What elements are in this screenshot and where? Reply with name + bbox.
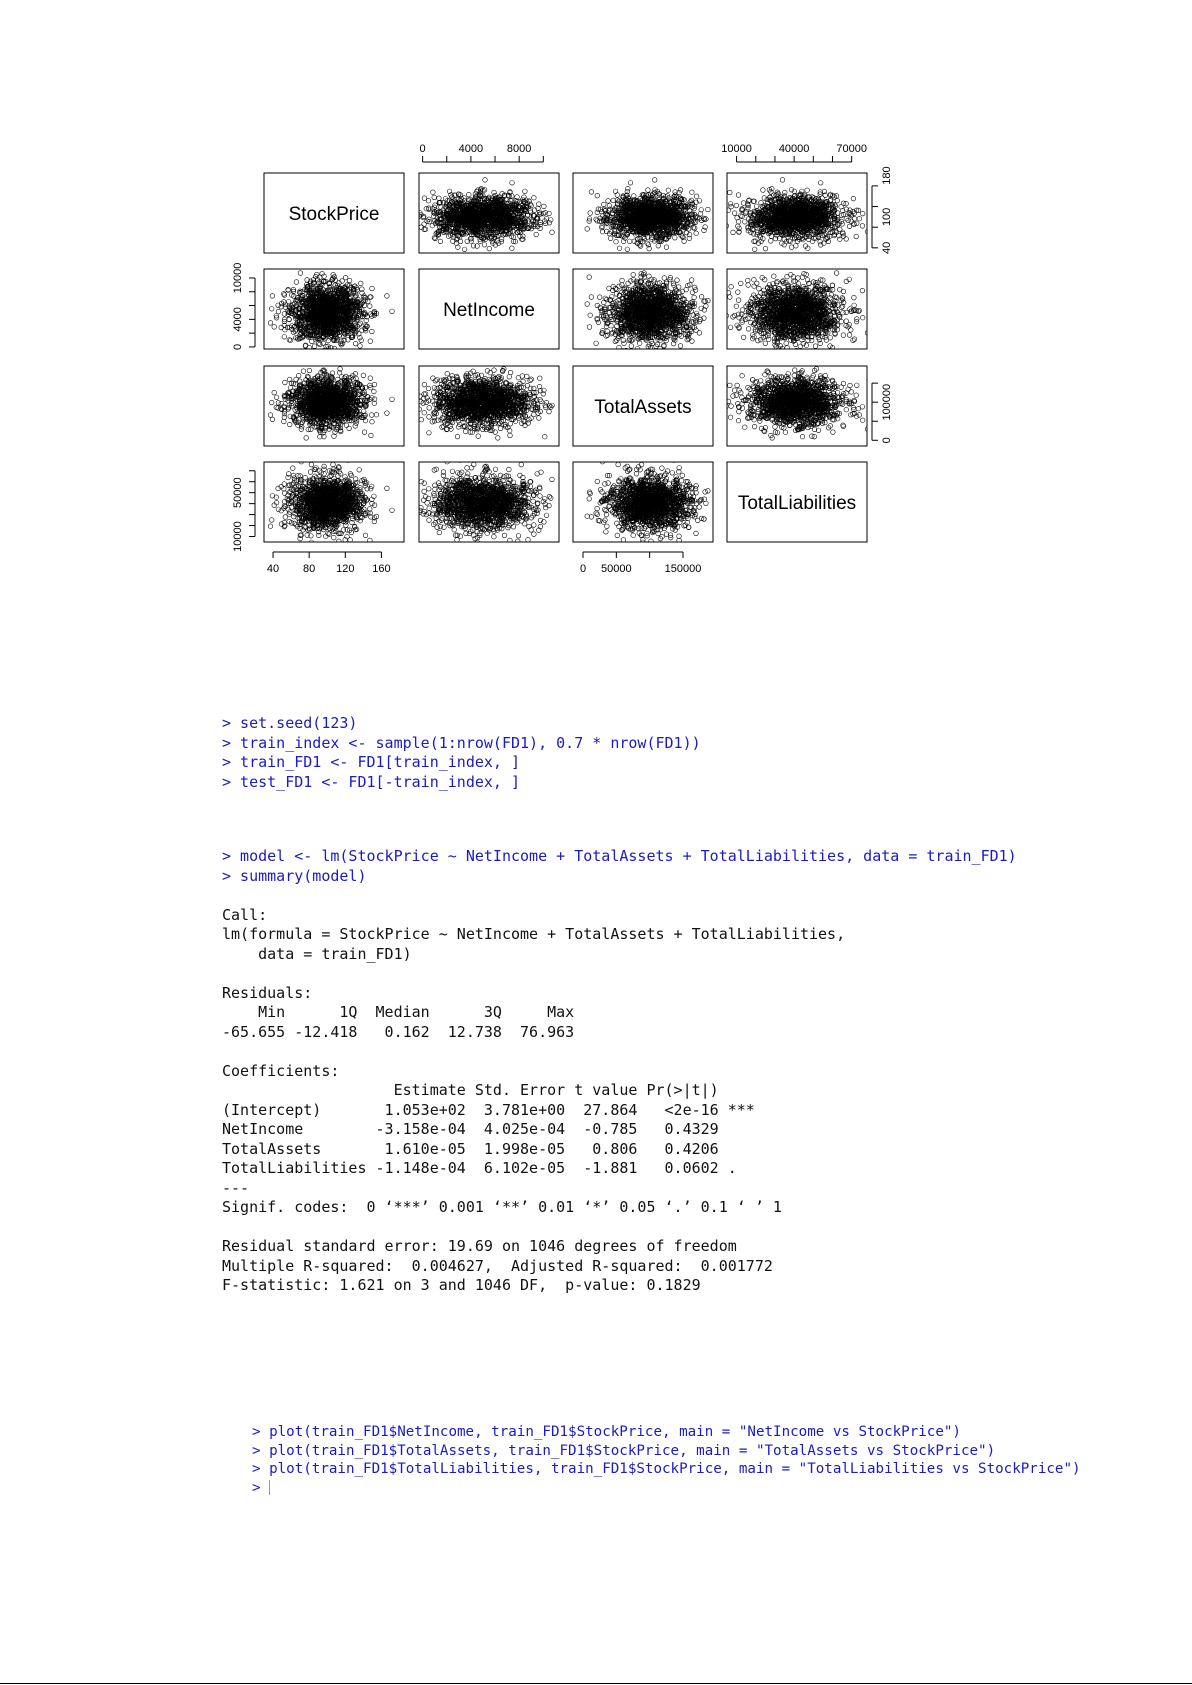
data-point	[499, 239, 504, 244]
data-point	[337, 349, 342, 354]
data-point	[414, 216, 419, 221]
data-point	[617, 246, 622, 251]
data-point	[537, 202, 542, 207]
data-point	[422, 222, 427, 227]
data-point	[694, 231, 699, 236]
data-point	[763, 246, 768, 251]
data-point	[431, 214, 436, 219]
scatterplot-matrix	[232, 140, 972, 630]
data-point	[510, 194, 515, 199]
data-point	[521, 234, 526, 239]
data-point	[534, 232, 539, 237]
data-point	[752, 247, 757, 252]
data-point	[735, 215, 740, 220]
data-point	[664, 245, 669, 250]
data-point	[847, 224, 852, 229]
data-point	[606, 199, 611, 204]
data-point	[724, 224, 729, 229]
data-point	[734, 203, 739, 208]
data-point	[607, 204, 612, 209]
data-point	[678, 188, 683, 193]
data-point	[482, 243, 487, 248]
data-point	[437, 196, 442, 201]
data-point	[550, 230, 555, 235]
data-point	[523, 189, 528, 194]
data-point	[369, 295, 374, 300]
data-point	[430, 223, 435, 228]
data-point	[431, 190, 436, 195]
data-point	[304, 352, 309, 357]
data-point	[736, 193, 741, 198]
data-point	[272, 325, 277, 330]
data-point	[854, 234, 859, 239]
data-point	[741, 201, 746, 206]
data-point	[549, 218, 554, 223]
scatter-panel-StockPrice-vs-TotalLiabilities	[714, 178, 895, 252]
data-point	[412, 208, 417, 213]
variable-label: StockPrice	[288, 204, 380, 225]
data-point	[467, 192, 472, 197]
data-point	[818, 181, 823, 186]
data-point	[611, 198, 616, 203]
data-point	[614, 239, 619, 244]
data-point	[532, 195, 537, 200]
data-point	[673, 236, 678, 241]
scatter-panel-StockPrice-vs-NetIncome	[390, 178, 554, 252]
data-point	[857, 216, 862, 221]
data-point	[432, 195, 437, 200]
scatter-panel-StockPrice-vs-TotalAssets	[585, 178, 723, 252]
data-point	[805, 188, 810, 193]
data-point	[413, 223, 418, 228]
data-point	[343, 275, 348, 280]
data-point	[690, 190, 695, 195]
data-point	[761, 188, 766, 193]
data-point	[652, 178, 657, 183]
data-point	[666, 188, 671, 193]
data-point	[483, 178, 488, 183]
data-point	[585, 227, 590, 232]
data-point	[608, 236, 613, 241]
data-point	[602, 202, 607, 207]
data-point	[719, 236, 724, 241]
data-point	[628, 181, 633, 186]
data-point	[268, 321, 273, 326]
data-point	[715, 219, 720, 224]
data-point	[860, 211, 865, 216]
data-point	[625, 247, 630, 252]
data-point	[422, 196, 427, 201]
data-point	[589, 190, 594, 195]
data-point	[714, 206, 719, 211]
scatter-panel-NetIncome-vs-StockPrice	[268, 271, 394, 367]
data-point	[794, 244, 799, 249]
data-point	[728, 190, 733, 195]
data-point	[595, 193, 600, 198]
data-point	[390, 223, 395, 228]
data-point	[462, 247, 467, 252]
data-point	[694, 194, 699, 199]
data-point	[768, 239, 773, 244]
data-point	[294, 280, 299, 285]
data-point	[656, 244, 661, 249]
data-point	[510, 246, 515, 251]
data-point	[780, 178, 785, 183]
data-point	[838, 227, 843, 232]
data-point	[851, 196, 856, 201]
data-point	[613, 189, 618, 194]
data-point	[408, 227, 413, 232]
data-point	[732, 211, 737, 216]
data-point	[860, 224, 865, 229]
data-point	[370, 329, 375, 334]
data-point	[792, 189, 797, 194]
data-point	[855, 221, 860, 226]
data-point	[627, 239, 632, 244]
data-point	[492, 190, 497, 195]
data-point	[754, 204, 759, 209]
data-point	[426, 198, 431, 203]
data-point	[762, 196, 767, 201]
data-point	[594, 217, 599, 222]
data-point	[789, 245, 794, 250]
data-point	[810, 239, 815, 244]
data-point	[731, 230, 736, 235]
data-point	[839, 204, 844, 209]
data-point	[588, 211, 593, 216]
data-point	[510, 181, 515, 186]
data-point	[835, 198, 840, 203]
data-point	[646, 188, 651, 193]
data-point	[330, 352, 335, 357]
data-point	[728, 202, 733, 207]
data-point	[487, 246, 492, 251]
data-point	[789, 188, 794, 193]
data-point	[438, 239, 443, 244]
data-point	[408, 212, 413, 217]
data-point	[743, 220, 748, 225]
data-point	[844, 237, 849, 242]
data-point	[542, 204, 547, 209]
data-point	[706, 207, 711, 212]
